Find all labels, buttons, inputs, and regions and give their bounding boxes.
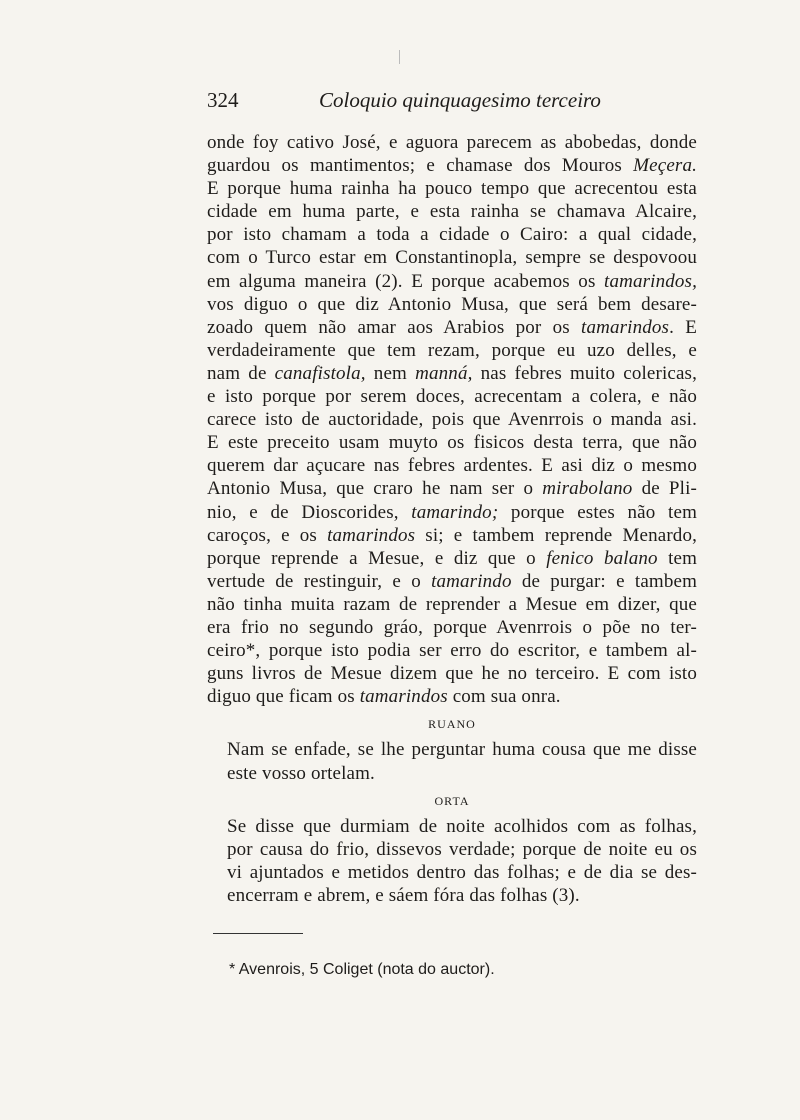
text-line: nam de canafistola, nem manná, nas febres muito colericas,	[207, 362, 697, 384]
text-line: por causa do frio, dissevos verdade; porque de noite eu os	[227, 838, 697, 860]
paragraph-2	[207, 738, 697, 784]
text-line: caroços, e os tamarindos si; e tambem reprende Menardo,	[207, 524, 698, 546]
speaker-orta: ORTA	[434, 793, 470, 808]
text-line: Se disse que durmiam de noite acolhidos com as folhas,	[227, 815, 697, 837]
paragraph-1	[207, 131, 697, 708]
text-line: Antonio Musa, que craro he nam ser o mirabolano de Pli-	[207, 478, 697, 500]
footnote-rule	[213, 933, 303, 934]
text-line: E este preceito usam muyto os fisicos desta terra, que não	[207, 432, 697, 454]
text-line: guardou os mantimentos; e chamase dos Mouros Meçera.	[207, 155, 697, 177]
text-line: porque reprende a Mesue, e diz que o fenico balano tem	[207, 547, 698, 569]
text-line: Nam se enfade, se lhe perguntar huma cousa que me disse	[227, 739, 697, 761]
running-title: Coloquio quinquagesimo terceiro	[319, 88, 601, 112]
text-line: zoado quem não amar aos Arabios por os tamarindos. E	[207, 316, 697, 338]
page-mark	[399, 50, 400, 64]
paragraph-3	[207, 815, 697, 907]
text-line: querem dar açucare nas febres ardentes. E asi diz o mesmo	[207, 455, 697, 477]
text-line: por isto chamam a toda a cidade o Cairo: a qual cidade,	[207, 224, 697, 246]
text-line: e isto porque por serem doces, acrecentam a colera, e não	[207, 386, 697, 408]
text-line: verdadeiramente que tem rezam, porque eu uzo delles, e	[207, 339, 697, 361]
text-line: com o Turco estar em Constantinopla, sempre se despovoou	[207, 247, 697, 269]
page-header	[207, 88, 697, 118]
text-line: vos diguo o que diz Antonio Musa, que será bem desare-	[207, 293, 697, 315]
text-line: não tinha muita razam de reprender a Mesue em dizer, que	[207, 593, 697, 615]
text-line: guns livros de Mesue dizem que he no terceiro. E com isto	[207, 663, 697, 685]
text-line: ceiro*, porque isto podia ser erro do escritor, e tambem al-	[207, 640, 697, 662]
text-line: vertude de restinguir, e o tamarindo de purgar: e tambem	[207, 570, 697, 592]
page-number: 324	[207, 88, 239, 112]
body-text	[207, 131, 697, 907]
text-line: era frio no segundo gráo, porque Avenrrois o põe no ter-	[207, 616, 697, 638]
text-line: este vosso ortelam.	[227, 762, 375, 784]
footnote: * Avenrois, 5 Coliget (nota do auctor).	[229, 961, 495, 978]
speaker-ruano: RUANO	[428, 717, 476, 732]
text-line: E porque huma rainha ha pouco tempo que acrecentou esta	[207, 178, 697, 200]
text-line: carece isto de auctoridade, pois que Avenrrois o manda asi.	[207, 409, 697, 431]
text-line: encerram e abrem, e sáem fóra das folhas (3).	[227, 885, 580, 906]
text-line: nio, e de Dioscorides, tamarindo; porque estes não tem	[207, 501, 697, 523]
text-line: em alguma maneira (2). E porque acabemos os tamarindos,	[207, 270, 697, 292]
text-line: vi ajuntados e metidos dentro das folhas; e de dia se des-	[227, 861, 697, 883]
text-line: cidade em huma parte, e esta rainha se chamava Alcaire,	[207, 201, 697, 223]
text-line: diguo que ficam os tamarindos com sua onra.	[207, 686, 561, 708]
text-line: onde foy cativo José, e aguora parecem as abobedas, donde	[207, 132, 697, 153]
